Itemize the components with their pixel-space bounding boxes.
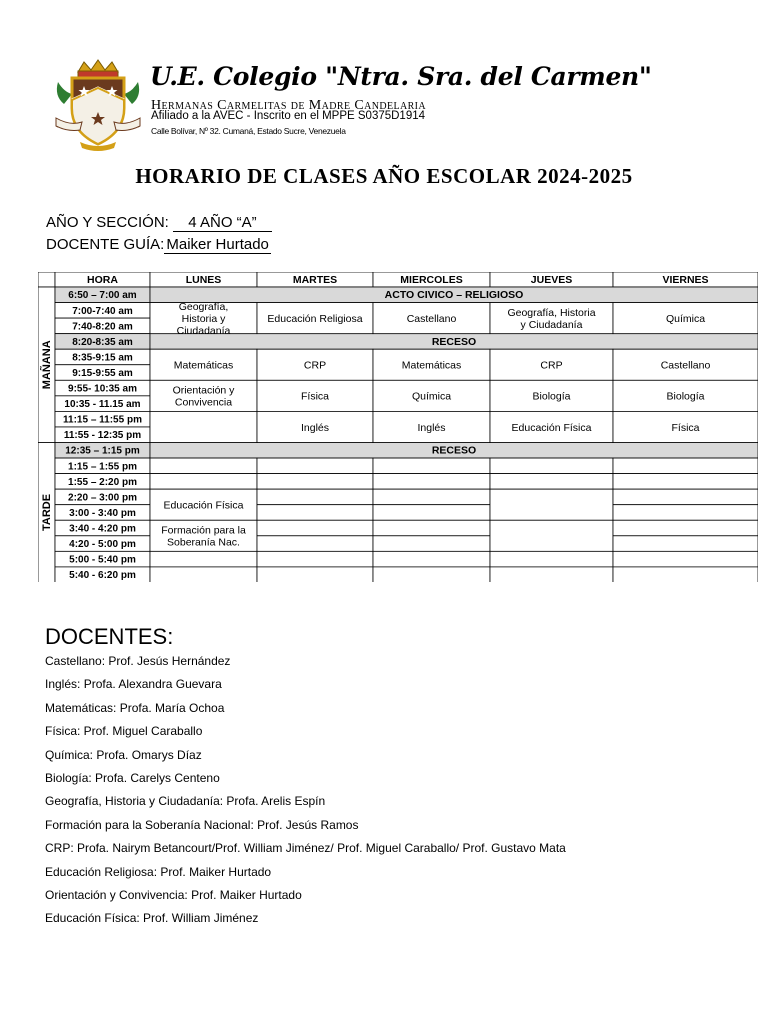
class-cell <box>613 458 758 474</box>
class-cell <box>150 474 257 490</box>
school-name: U.E. Colegio "Ntra. Sra. del Carmen" <box>150 62 652 91</box>
class-label: Biología <box>666 390 705 403</box>
class-label: Matemáticas <box>173 359 234 372</box>
class-cell <box>490 551 613 567</box>
hour-label: 4:20 - 5:00 pm <box>69 539 136 550</box>
class-label: Inglés <box>417 421 446 434</box>
class-cell <box>257 551 373 567</box>
teacher-label: DOCENTE GUÍA: <box>46 236 165 253</box>
column-header-label: JUEVES <box>530 274 573 286</box>
hour-label: 11:55 - 12:35 pm <box>63 430 142 442</box>
column-header-label: MARTES <box>292 274 338 286</box>
class-cell <box>490 474 613 490</box>
class-label: Física <box>300 390 330 403</box>
docentes-heading: DOCENTES: <box>45 624 174 649</box>
class-cell <box>613 489 758 505</box>
hour-label: 9:55- 10:35 am <box>68 383 137 395</box>
column-header-label: MIERCOLES <box>400 274 463 286</box>
class-label: CRP <box>540 359 563 372</box>
class-cell <box>490 489 613 520</box>
full-row-banner-label: ACTO CIVICO – RELIGIOSO <box>384 289 524 302</box>
column-header-label: LUNES <box>185 274 222 286</box>
column-header-label: HORA <box>87 274 118 286</box>
docente-line: Física: Prof. Miguel Caraballo <box>45 724 203 739</box>
docente-line: Formación para la Soberanía Nacional: Prof. Jesús Ramos <box>45 817 359 832</box>
class-cell <box>150 551 257 567</box>
class-cell <box>150 411 257 442</box>
class-label: Convivencia <box>174 396 233 409</box>
class-cell <box>373 520 490 536</box>
hour-label: 11:15 – 11:55 pm <box>63 414 142 426</box>
section-info <box>46 214 272 232</box>
hour-label: 12:35 – 1:15 pm <box>65 445 140 457</box>
full-row-banner-label: RECESO <box>431 444 477 457</box>
class-label: Soberanía Nac. <box>167 536 240 549</box>
class-cell <box>613 474 758 490</box>
class-label: Química <box>665 312 706 325</box>
class-cell <box>373 458 490 474</box>
class-cell <box>257 489 373 505</box>
hour-label: 2:20 – 3:00 pm <box>68 492 137 504</box>
class-cell <box>613 520 758 536</box>
class-label: Química <box>411 390 452 403</box>
class-cell <box>613 551 758 567</box>
class-label: Historia y <box>181 312 226 325</box>
class-cell <box>257 474 373 490</box>
hour-label: 8:20-8:35 am <box>72 336 133 348</box>
class-cell <box>257 567 373 582</box>
column-header-label: VIERNES <box>662 274 709 286</box>
class-cell <box>613 505 758 521</box>
docente-line: Educación Religiosa: Prof. Maiker Hurtado <box>45 864 272 879</box>
class-label: Educación Física <box>163 499 244 512</box>
header-corner <box>38 272 55 287</box>
section-value: 4 AÑO “A” <box>173 214 272 232</box>
class-cell <box>257 505 373 521</box>
hour-label: 1:55 – 2:20 pm <box>68 476 137 488</box>
shift-morning-label: MAÑANA <box>41 340 53 390</box>
hour-label: 8:35-9:15 am <box>72 352 133 364</box>
hour-label: 5:40 - 6:20 pm <box>69 570 136 582</box>
full-row-banner-label: RECESO <box>431 335 477 348</box>
class-cell <box>490 458 613 474</box>
docente-line: Castellano: Prof. Jesús Hernández <box>45 654 231 668</box>
class-cell <box>373 489 490 505</box>
class-cell <box>257 458 373 474</box>
school-affiliation: Afiliado a la AVEC - Inscrito en el MPPE S0375D1914 <box>151 110 426 122</box>
school-address: Calle Bolívar, Nº 32. Cumaná, Estado Sucre, Venezuela <box>151 126 346 136</box>
class-label: Geografía, Historia <box>507 306 596 319</box>
class-label: CRP <box>303 359 327 372</box>
class-cell <box>613 567 758 582</box>
hour-label: 3:00 - 3:40 pm <box>69 507 136 519</box>
hour-label: 7:40-8:20 am <box>72 321 133 333</box>
teacher-info <box>46 236 271 253</box>
shift-afternoon-label: TARDE <box>41 493 53 532</box>
class-label: Física <box>671 421 700 434</box>
class-label: Ciudadanía <box>176 324 231 337</box>
class-cell <box>373 505 490 521</box>
docente-line: Química: Profa. Omarys Díaz <box>45 747 202 762</box>
hour-label: 10:35 - 11.15 am <box>64 399 141 411</box>
hour-label: 5:00 - 5:40 pm <box>69 554 136 566</box>
class-label: Castellano <box>660 359 711 372</box>
class-cell <box>257 520 373 536</box>
class-label: Educación Física <box>511 421 592 434</box>
class-label: Castellano <box>406 312 457 325</box>
class-label: Orientación y <box>172 384 235 397</box>
docente-line: Inglés: Profa. Alexandra Guevara <box>45 677 222 692</box>
docente-line: Biología: Profa. Carelys Centeno <box>45 771 220 785</box>
teacher-value: Maiker Hurtado <box>166 236 269 253</box>
class-cell <box>373 567 490 582</box>
school-order: Hermanas Carmelitas de Madre Candelaria <box>151 98 427 113</box>
class-cell <box>490 520 613 551</box>
class-label: Educación Religiosa <box>267 312 363 325</box>
class-label: Matemáticas <box>401 359 462 372</box>
class-cell <box>490 567 613 582</box>
hour-label: 7:00-7:40 am <box>72 305 133 317</box>
docente-line: CRP: Profa. Nairym Betancourt/Prof. William Jiménez/ Prof. Miguel Caraballo/ Prof. Gustavo Mata <box>45 841 566 856</box>
docente-line: Matemáticas: Profa. María Ochoa <box>45 700 225 715</box>
class-cell <box>613 536 758 552</box>
hour-label: 6:50 – 7:00 am <box>68 290 137 302</box>
school-crest-logo <box>50 56 146 152</box>
class-cell <box>150 458 257 474</box>
docente-line: Orientación y Convivencia: Prof. Maiker Hurtado <box>45 888 302 902</box>
class-cell <box>150 567 257 582</box>
document-title: HORARIO DE CLASES AÑO ESCOLAR 2024-2025 <box>135 164 633 188</box>
class-cell <box>373 474 490 490</box>
docente-line: Educación Física: Prof. William Jiménez <box>45 911 259 926</box>
class-label: Biología <box>532 390 571 403</box>
docente-line: Geografía, Historia y Ciudadanía: Profa. Arelis Espín <box>45 794 326 809</box>
class-label: Formación para la <box>161 524 246 537</box>
class-cell <box>257 536 373 552</box>
schedule-table <box>38 272 758 582</box>
class-label: Inglés <box>300 421 330 434</box>
class-cell <box>373 536 490 552</box>
section-label: AÑO Y SECCIÓN: <box>46 214 169 231</box>
hour-label: 9:15-9:55 am <box>72 367 133 379</box>
hour-label: 3:40 - 4:20 pm <box>69 523 136 535</box>
class-cell <box>373 551 490 567</box>
hour-label: 1:15 – 1:55 pm <box>68 461 137 473</box>
class-label: y Ciudadanía <box>520 318 583 331</box>
class-label: Geografía, <box>178 300 229 313</box>
